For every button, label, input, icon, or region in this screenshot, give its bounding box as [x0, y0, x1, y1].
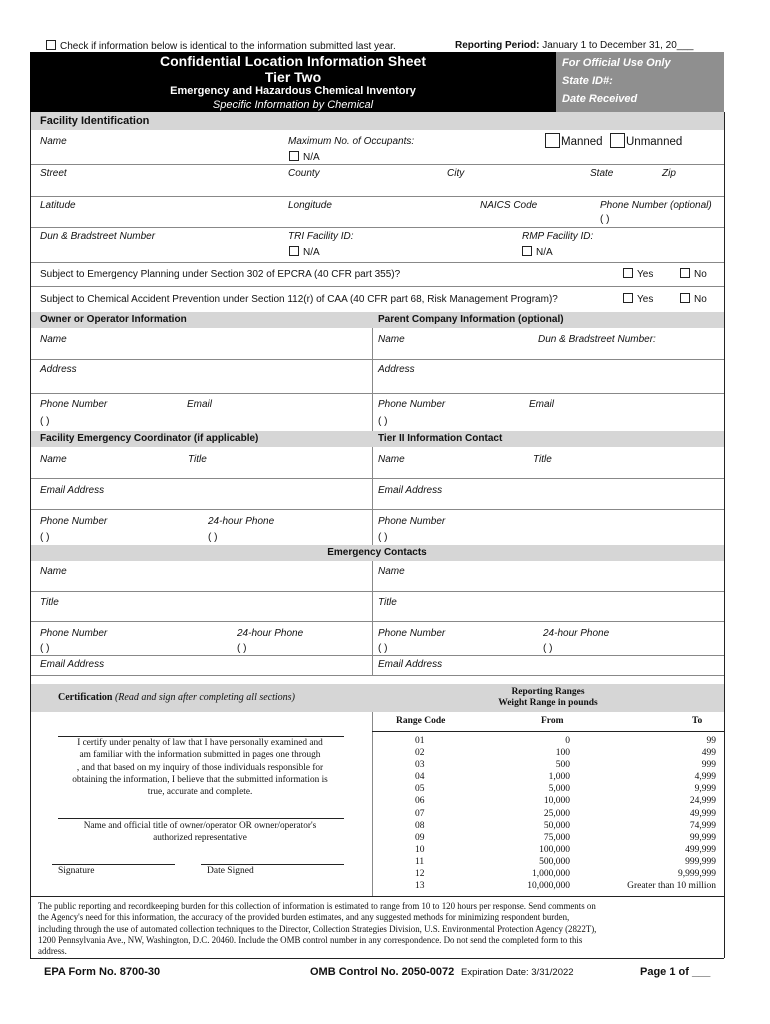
- header-inventory: Emergency and Hazardous Chemical Inventory: [170, 85, 416, 97]
- range-from-value: 0: [565, 736, 570, 746]
- emergency-name-2-label: Name: [378, 566, 405, 577]
- divider: [30, 359, 724, 360]
- range-from-value: 500: [555, 760, 570, 771]
- caa-yes-checkbox[interactable]: [623, 293, 633, 303]
- range-code-header: Range Code: [396, 716, 446, 726]
- unmanned-option: [610, 133, 682, 148]
- emergency-24h-2-paren: ( ): [543, 643, 553, 654]
- certification-label: Certification: [58, 692, 113, 703]
- max-occupants-label: Maximum No. of Occupants:: [288, 136, 415, 147]
- identical-label: Check if information below is identical to the information submitted last year.: [60, 41, 396, 52]
- parent-address-label: Address: [378, 364, 415, 375]
- identical-checkbox[interactable]: [46, 40, 56, 50]
- divider: [30, 655, 724, 656]
- range-from-value: 1,000: [548, 772, 570, 783]
- coordinator-24h-paren: ( ): [208, 532, 218, 543]
- date-signed-label: Date Signed: [207, 866, 254, 876]
- range-from-value: 10,000: [543, 796, 570, 807]
- divider: [30, 896, 724, 897]
- parent-heading: Parent Company Information (optional): [378, 314, 564, 325]
- signature-label: Signature: [58, 866, 95, 876]
- range-from-value: 75,000: [543, 832, 570, 843]
- expiration-date: Expiration Date: 3/31/2022: [461, 967, 574, 978]
- emergency-phone-2-label: Phone Number: [378, 628, 446, 639]
- burden-statement: [38, 901, 596, 957]
- reporting-period: [455, 40, 693, 51]
- burden-line: including through the use of automated collection techniques to the Director, Collection Strategies Division, U.S. Environmental Protection Agency (2822T),: [38, 923, 597, 934]
- certification-text-line: , and that based on my inquiry of those individuals responsible for: [76, 762, 324, 773]
- range-to-value: 4,999: [694, 772, 716, 783]
- emergency-24h-1-label: 24-hour Phone: [237, 628, 304, 639]
- owner-address-label: Address: [40, 364, 77, 375]
- caa-yes: [623, 293, 653, 305]
- frame-left: [30, 112, 31, 958]
- coordinator-email-label: Email Address: [40, 485, 105, 496]
- divider: [30, 509, 724, 510]
- unmanned-label: Unmanned: [626, 136, 683, 148]
- certification-text: [52, 737, 348, 798]
- range-from-value: 500,000: [539, 856, 570, 867]
- tier2-title-label: Title: [533, 454, 552, 465]
- naics-label: NAICS Code: [480, 200, 538, 211]
- tri-label: TRI Facility ID:: [288, 231, 354, 242]
- reporting-period-label: Reporting Period:: [455, 40, 540, 51]
- manned-label: Manned: [561, 136, 603, 148]
- tier2-contact-heading: Tier II Information Contact: [378, 433, 503, 444]
- longitude-label: Longitude: [288, 200, 332, 211]
- name-title-caption: [52, 820, 348, 845]
- date-signed-line: [201, 864, 344, 865]
- range-to-value: 9,999,999: [678, 869, 716, 880]
- tier2-phone-label: Phone Number: [378, 516, 446, 527]
- name-title-signature-line: [58, 818, 344, 819]
- range-code-list: [415, 735, 425, 892]
- reporting-period-value: January 1 to December 31, 20___: [542, 40, 694, 51]
- divider: [30, 196, 724, 197]
- range-code: 02: [415, 748, 425, 759]
- range-to-value: 499,999: [685, 844, 716, 855]
- owner-name-label: Name: [40, 334, 67, 345]
- owner-phone-paren: ( ): [40, 416, 50, 427]
- header-title: Confidential Location Information Sheet: [160, 53, 426, 69]
- range-code: 07: [415, 808, 425, 819]
- range-to-value: 49,999: [689, 808, 716, 819]
- range-to-value: 99: [706, 736, 716, 746]
- range-from-value: 100,000: [539, 844, 570, 855]
- burden-line: address.: [38, 946, 67, 957]
- emergency-phone-1-paren: ( ): [40, 643, 50, 654]
- emergency-heading: Emergency Contacts: [327, 547, 427, 558]
- name-title-caption-line: Name and official title of owner/operator OR owner/operator's: [83, 821, 317, 831]
- range-from-value: 25,000: [543, 808, 570, 819]
- range-code: 01: [415, 736, 425, 746]
- omb-info: [310, 966, 574, 978]
- epcra-no: [680, 268, 707, 280]
- range-code: 05: [415, 784, 425, 795]
- column-divider: [372, 561, 373, 675]
- emergency-title-1-label: Title: [40, 597, 59, 608]
- parent-name-label: Name: [378, 334, 405, 345]
- certification-note: (Read and sign after completing all sections): [114, 692, 295, 703]
- manned-checkbox[interactable]: [545, 133, 560, 148]
- zip-label: Zip: [662, 168, 676, 179]
- facility-name-label: Name: [40, 136, 67, 147]
- coordinator-24h-label: 24-hour Phone: [208, 516, 275, 527]
- range-from-list: [480, 735, 570, 892]
- range-code: 12: [415, 869, 425, 880]
- state-label: State: [590, 168, 614, 179]
- date-received-label: Date Received: [562, 93, 638, 105]
- frame-right: [724, 112, 725, 958]
- divider: [30, 621, 724, 622]
- tri-na-label: N/A: [303, 247, 320, 258]
- ranges-header-rule: [372, 731, 724, 732]
- latitude-label: Latitude: [40, 200, 76, 211]
- emergency-email-1-label: Email Address: [40, 659, 105, 670]
- range-code: 13: [415, 881, 425, 892]
- range-from-value: 100: [555, 748, 570, 759]
- divider: [30, 393, 724, 394]
- identical-row: [46, 40, 396, 52]
- divider: [30, 286, 724, 287]
- coordinator-phone-label: Phone Number: [40, 516, 108, 527]
- manned-option: [545, 133, 603, 148]
- omb-control-number: OMB Control No. 2050-0072: [310, 966, 455, 978]
- range-to-value: Greater than 10 million: [627, 881, 716, 892]
- range-code: 10: [415, 844, 425, 855]
- caa-no: [680, 293, 707, 305]
- city-label: City: [447, 168, 465, 179]
- range-from-value: 5,000: [548, 784, 570, 795]
- burden-line: 1200 Pennsylvania Ave., NW, Washington, D.C. 20460. Include the OMB control number in any correspondence. Do not send the completed form to this: [38, 934, 583, 945]
- rmp-na: [522, 246, 553, 258]
- range-code: 04: [415, 772, 425, 783]
- range-code: 03: [415, 760, 425, 771]
- parent-dun-label: Dun & Bradstreet Number:: [538, 334, 656, 345]
- phone-optional-paren: ( ): [600, 214, 610, 225]
- column-divider: [372, 447, 373, 545]
- parent-email-label: Email: [529, 399, 555, 410]
- divider: [30, 675, 724, 676]
- caa-no-label: No: [694, 294, 707, 305]
- epcra-yes-label: Yes: [637, 269, 654, 280]
- range-to-header: To: [692, 716, 703, 726]
- rmp-na-checkbox[interactable]: [522, 246, 532, 256]
- epcra-question: Subject to Emergency Planning under Section 302 of EPCRA (40 CFR part 355)?: [40, 269, 401, 280]
- parent-phone-label: Phone Number: [378, 399, 446, 410]
- emergency-phone-1-label: Phone Number: [40, 628, 108, 639]
- tier2-name-label: Name: [378, 454, 405, 465]
- header-subtitle: Tier Two: [264, 69, 322, 85]
- emergency-phone-2-paren: ( ): [378, 643, 388, 654]
- epa-form-number: EPA Form No. 8700-30: [44, 966, 161, 978]
- divider: [30, 227, 724, 228]
- epcra-yes-checkbox[interactable]: [623, 268, 633, 278]
- name-title-caption-line: authorized representative: [153, 833, 247, 844]
- owner-phone-label: Phone Number: [40, 399, 108, 410]
- divider: [30, 262, 724, 263]
- epcra-no-checkbox[interactable]: [680, 268, 690, 278]
- signature-line: [52, 864, 175, 865]
- dun-label: Dun & Bradstreet Number: [40, 231, 156, 242]
- coordinator-phone-paren: ( ): [40, 532, 50, 543]
- official-use-label: For Official Use Only: [562, 57, 671, 69]
- ranges-subtitle: Weight Range in pounds: [498, 698, 598, 708]
- tri-na-checkbox[interactable]: [289, 246, 299, 256]
- certification-text-line: obtaining the information, I believe that the submitted information is: [72, 774, 328, 785]
- epcra-yes: [623, 268, 653, 280]
- range-code: 11: [415, 856, 425, 867]
- tier2-email-label: Email Address: [378, 485, 443, 496]
- range-code: 06: [415, 796, 425, 807]
- range-to-value: 999: [701, 760, 716, 771]
- certification-heading: [58, 692, 295, 703]
- certification-text-line: true, accurate and complete.: [147, 787, 253, 798]
- street-label: Street: [40, 168, 67, 179]
- range-code: 09: [415, 832, 425, 843]
- range-to-value: 9,999: [694, 784, 716, 795]
- county-label: County: [288, 168, 320, 179]
- range-to-value: 999,999: [685, 856, 716, 867]
- facility-heading: Facility Identification: [40, 115, 150, 127]
- unmanned-checkbox[interactable]: [610, 133, 625, 148]
- divider: [30, 478, 724, 479]
- column-divider: [372, 328, 373, 431]
- range-from-value: 50,000: [543, 820, 570, 831]
- divider: [30, 958, 724, 959]
- emergency-name-1-label: Name: [40, 566, 67, 577]
- occupants-na-checkbox[interactable]: [289, 151, 299, 161]
- occupants-na: [289, 151, 320, 163]
- state-id-label: State ID#:: [562, 75, 613, 87]
- coordinator-heading: Facility Emergency Coordinator (if applicable): [40, 433, 259, 444]
- divider: [30, 591, 724, 592]
- rmp-label: RMP Facility ID:: [522, 231, 594, 242]
- owner-heading: Owner or Operator Information: [40, 314, 187, 325]
- rmp-na-label: N/A: [536, 247, 553, 258]
- certification-text-line: I certify under penalty of law that I have personally examined and: [77, 738, 323, 748]
- caa-question: Subject to Chemical Accident Prevention under Section 112(r) of CAA (40 CFR part 68, Risk Management Program)?: [40, 294, 558, 305]
- column-divider: [372, 684, 373, 896]
- ranges-title: Reporting Ranges: [511, 687, 585, 697]
- emergency-title-2-label: Title: [378, 597, 397, 608]
- divider: [30, 164, 724, 165]
- burden-line: the Agency's need for this information, the accuracy of the provided burden estimates, and any suggested methods for minimizing respondent burden,: [38, 912, 570, 923]
- certification-text-line: am familiar with the information submitted in pages one through: [79, 750, 321, 761]
- coordinator-title-label: Title: [188, 454, 207, 465]
- range-from-value: 1,000,000: [532, 869, 570, 880]
- caa-no-checkbox[interactable]: [680, 293, 690, 303]
- emergency-24h-1-paren: ( ): [237, 643, 247, 654]
- range-to-value: 74,999: [689, 820, 716, 831]
- tri-na: [289, 246, 320, 258]
- range-from-value: 10,000,000: [527, 881, 570, 892]
- epcra-no-label: No: [694, 269, 707, 280]
- burden-line: The public reporting and recordkeeping burden for this collection of information is estimated to range from 10 to 120 hours per response. Send comments on: [38, 901, 596, 911]
- header-specific: Specific Information by Chemical: [212, 99, 374, 111]
- coordinator-name-label: Name: [40, 454, 67, 465]
- range-to-value: 24,999: [689, 796, 716, 807]
- occupants-na-label: N/A: [303, 152, 320, 163]
- parent-phone-paren: ( ): [378, 416, 388, 427]
- page-number: Page 1 of ___: [640, 966, 711, 978]
- range-to-value: 499: [701, 748, 716, 759]
- range-from-header: From: [541, 716, 564, 726]
- caa-yes-label: Yes: [637, 294, 654, 305]
- range-code: 08: [415, 820, 425, 831]
- phone-optional-label: Phone Number (optional): [600, 200, 712, 211]
- emergency-email-2-label: Email Address: [378, 659, 443, 670]
- emergency-24h-2-label: 24-hour Phone: [543, 628, 610, 639]
- owner-email-label: Email: [187, 399, 213, 410]
- tier2-phone-paren: ( ): [378, 532, 388, 543]
- range-to-value: 99,999: [689, 832, 716, 843]
- range-to-list: [590, 735, 716, 892]
